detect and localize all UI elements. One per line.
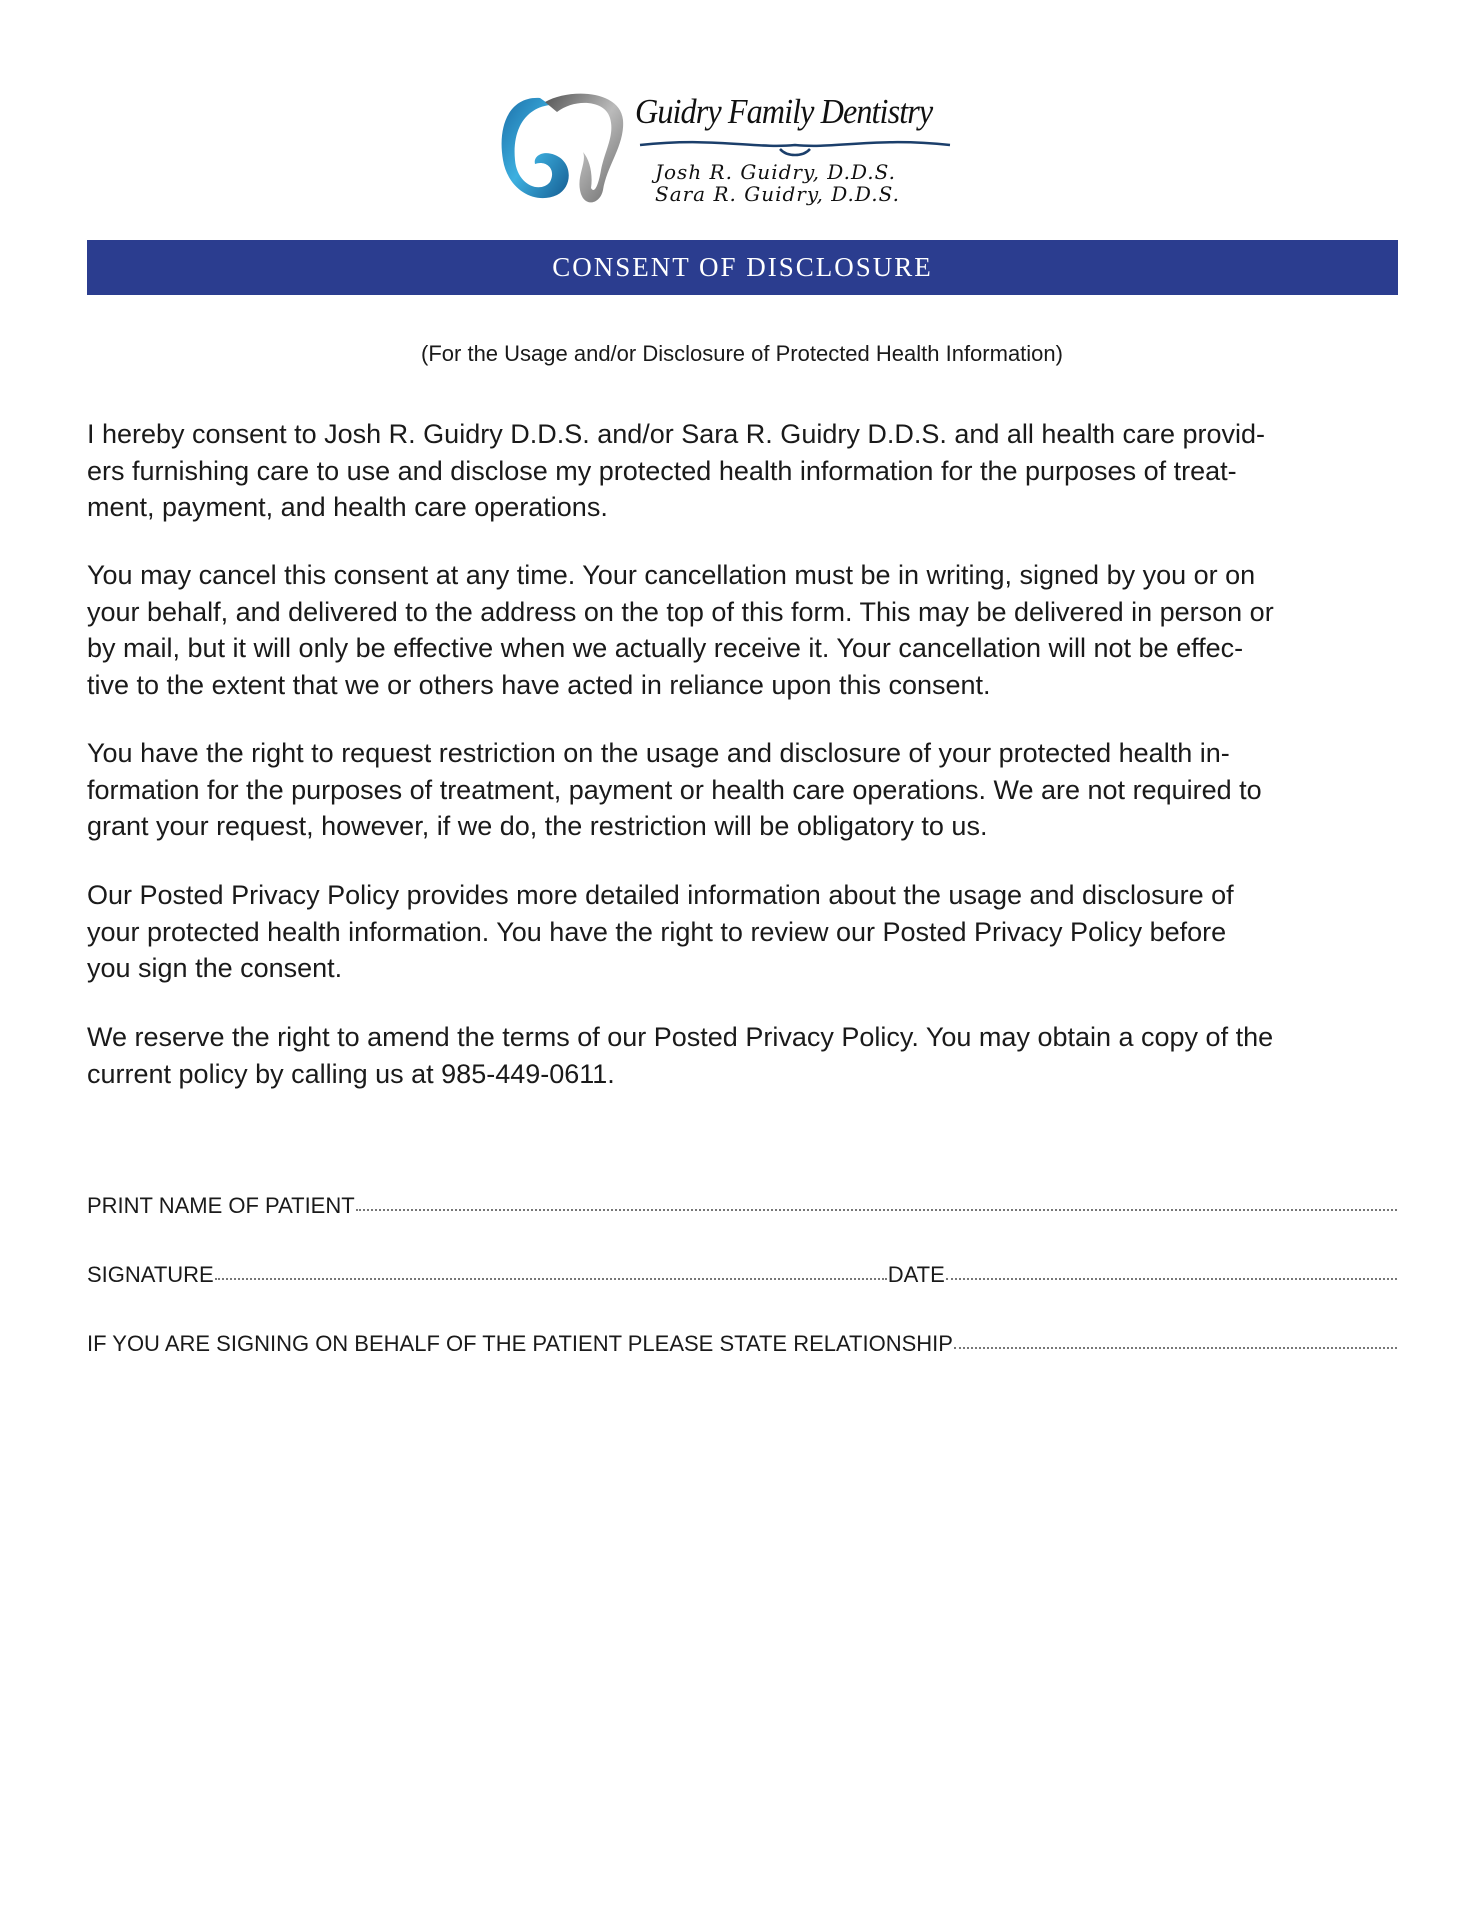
relationship-field bbox=[87, 1331, 1398, 1357]
practice-logo bbox=[495, 90, 965, 208]
amendment-paragraph bbox=[87, 1019, 1407, 1092]
text-line: your behalf, and delivered to the address on the top of this form. This may be delivered in person or bbox=[87, 596, 1274, 627]
text-line: ers furnishing care to use and disclose my protected health information for the purposes of treat- bbox=[87, 455, 1237, 486]
relationship-label: IF YOU ARE SIGNING ON BEHALF OF THE PATIENT PLEASE STATE RELATIONSHIP bbox=[87, 1331, 953, 1356]
text-line: formation for the purposes of treatment, payment or health care operations. We are not required to bbox=[87, 774, 1262, 805]
relationship-input[interactable] bbox=[954, 1347, 1397, 1349]
text-line: ment, payment, and health care operations. bbox=[87, 492, 608, 522]
privacy-policy-paragraph bbox=[87, 877, 1407, 987]
doctor-name-2: Sara R. Guidry, D.D.S. bbox=[655, 182, 900, 206]
form-title: CONSENT OF DISCLOSURE bbox=[552, 252, 933, 282]
form-subtitle: (For the Usage and/or Disclosure of Protected Health Information) bbox=[421, 341, 1063, 366]
swash-ornament-icon bbox=[635, 135, 955, 159]
form-title-banner bbox=[87, 240, 1398, 295]
text-line: I hereby consent to Josh R. Guidry D.D.S. and/or Sara R. Guidry D.D.S. and all health care provid- bbox=[87, 419, 1266, 449]
doctor-name-1: Josh R. Guidry, D.D.S. bbox=[655, 160, 897, 184]
text-line: by mail, but it will only be effective when we actually receive it. Your cancellation will not be effec- bbox=[87, 633, 1244, 663]
tooth-logo-icon bbox=[495, 90, 630, 208]
text-line: current policy by calling us at 985-449-0611. bbox=[87, 1058, 615, 1089]
cancellation-paragraph bbox=[87, 557, 1407, 703]
restriction-paragraph bbox=[87, 735, 1407, 845]
signature-label: SIGNATURE bbox=[87, 1262, 214, 1287]
text-line: tive to the extent that we or others have acted in reliance upon this consent. bbox=[87, 669, 991, 700]
print-name-label: PRINT NAME OF PATIENT bbox=[87, 1193, 355, 1218]
signature-date-row bbox=[87, 1262, 1398, 1288]
signature-input[interactable] bbox=[215, 1278, 887, 1280]
date-input[interactable] bbox=[946, 1278, 1397, 1280]
text-line: We reserve the right to amend the terms of our Posted Privacy Policy. You may obtain a copy of the bbox=[87, 1022, 1274, 1052]
practice-name: Guidry Family Dentistry bbox=[635, 92, 933, 131]
print-name-field bbox=[87, 1193, 1398, 1219]
text-line: Our Posted Privacy Policy provides more detailed information about the usage and disclosure of bbox=[87, 880, 1234, 910]
print-name-input[interactable] bbox=[356, 1209, 1397, 1211]
text-line: your protected health information. You have the right to review our Posted Privacy Policy before bbox=[87, 916, 1227, 947]
text-line: you sign the consent. bbox=[87, 953, 343, 983]
text-line: grant your request, however, if we do, the restriction will be obligatory to us. bbox=[87, 811, 988, 841]
date-label: DATE bbox=[887, 1262, 945, 1287]
text-line: You have the right to request restriction on the usage and disclosure of your protected health in- bbox=[87, 738, 1230, 768]
consent-paragraph bbox=[87, 416, 1407, 526]
text-line: You may cancel this consent at any time. Your cancellation must be in writing, signed by you or on bbox=[87, 560, 1256, 590]
